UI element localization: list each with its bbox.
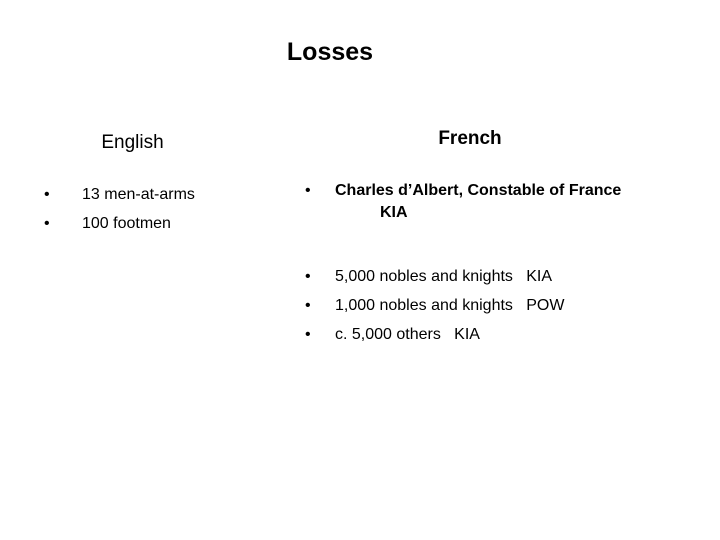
list-item <box>305 180 621 224</box>
list-item-text: Charles d’Albert, Constable of France <box>335 182 622 199</box>
french-commander-list <box>305 180 621 224</box>
slide-title: Losses <box>286 38 374 66</box>
french-losses-list <box>305 262 564 349</box>
list-item <box>305 291 564 320</box>
list-item-text: 100 footmen <box>82 215 171 232</box>
list-item-text: 5,000 nobles and knights KIA <box>335 268 553 285</box>
list-item-text: c. 5,000 others KIA <box>335 326 480 343</box>
bullet-icon: • <box>44 215 50 232</box>
list-item-text: 13 men-at-arms <box>82 186 195 203</box>
bullet-icon: • <box>305 297 311 314</box>
list-item <box>40 209 195 238</box>
list-item-continuation: KIA <box>380 204 408 221</box>
list-item <box>40 180 195 209</box>
bullet-icon: • <box>305 326 311 343</box>
bullet-icon: • <box>305 268 311 285</box>
bullet-icon: • <box>305 182 311 199</box>
bullet-icon: • <box>44 186 50 203</box>
english-losses-list <box>40 180 195 238</box>
english-heading: English <box>101 132 164 153</box>
list-item-text: 1,000 nobles and knights POW <box>335 297 565 314</box>
list-item <box>305 320 564 349</box>
french-heading: French <box>438 128 502 149</box>
list-item <box>305 262 564 291</box>
